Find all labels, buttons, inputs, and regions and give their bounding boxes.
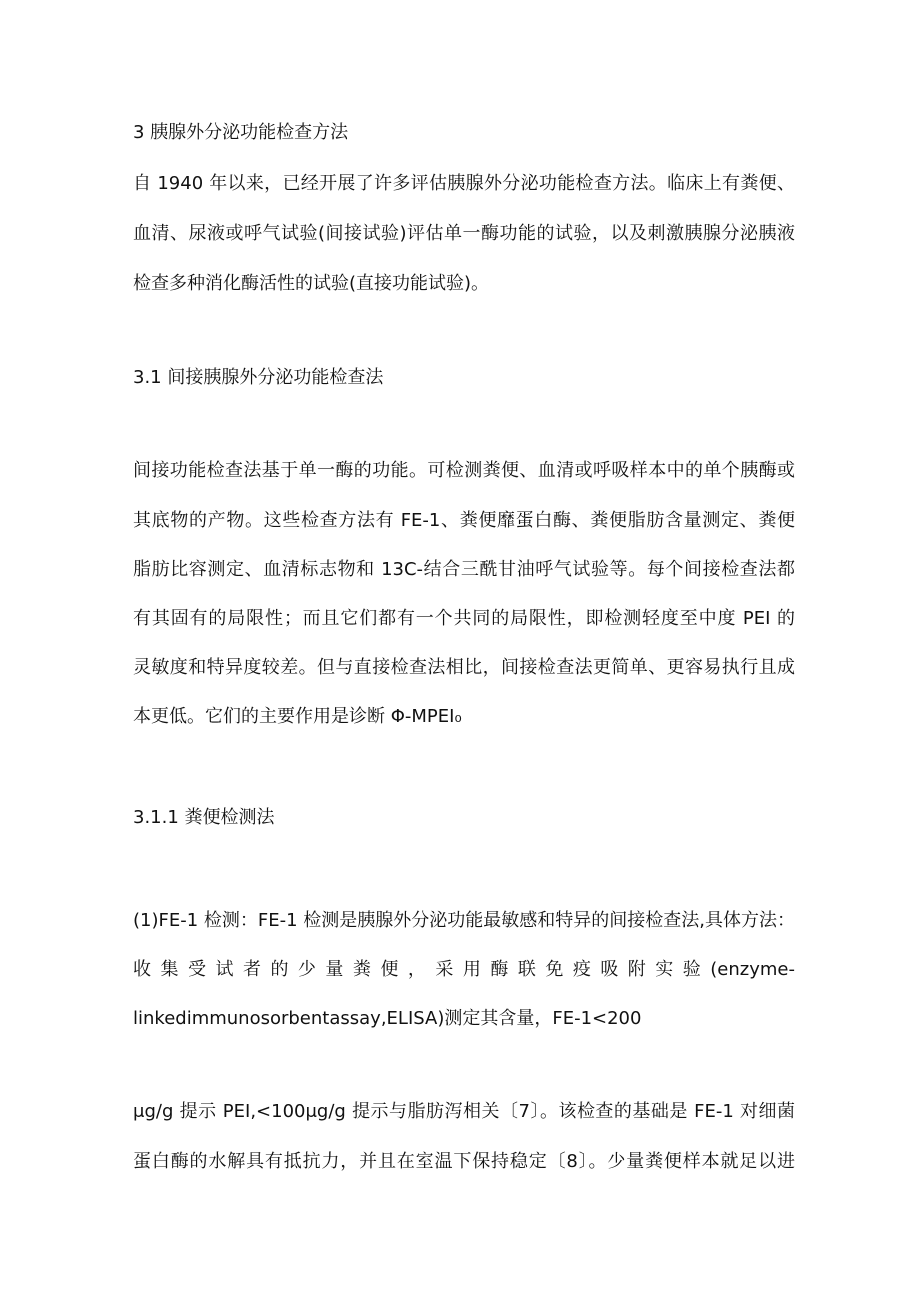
section-3-1-1-p2-line-1: μg∕g 提示 PEI,<100μg∕g 提示与脂肪泻相关〔7〕。该检查的基础是 FE-1 对细菌 (133, 1101, 795, 1122)
section-3-1-1-p1-line-3: linkedimmunosorbentassay,ELISA)测定其含量，FE-1<200 (133, 1008, 642, 1029)
section-3-1-line-3: 脂肪比容测定、血清标志物和 13C-结合三酰甘油呼气试验等。每个间接检查法都 (133, 559, 795, 580)
section-3-1-line-6: 本更低。它们的主要作用是诊断 Φ-MPEI₀ (133, 706, 462, 727)
section-3-1-line-1: 间接功能检查法基于单一酶的功能。可检测粪便、血清或呼吸样本中的单个胰酶或 (133, 460, 795, 481)
section-3-1-heading: 3.1 间接胰腺外分泌功能检查法 (133, 367, 384, 388)
section-3-1-line-2: 其底物的产物。这些检查方法有 FE-1、粪便靡蛋白酶、粪便脂肪含量测定、粪便 (133, 510, 795, 531)
section-3-line-3: 检查多种消化酶活性的试验(直接功能试验)。 (133, 273, 490, 294)
section-3-1-1-p1-line-2: 收集受试者的少量粪便，采用酶联免疫吸附实验(enzyme- (133, 959, 795, 980)
section-3-heading: 3 胰腺外分泌功能检查方法 (133, 122, 349, 143)
section-3-1-1-p1-line-1: (1)FE-1 检测：FE-1 检测是胰腺外分泌功能最敏感和特异的间接检查法,具体方法： (133, 910, 795, 931)
section-3-1-line-5: 灵敏度和特异度较差。但与直接检查法相比，间接检查法更简单、更容易执行且成 (133, 657, 795, 678)
section-3-1-line-4: 有其固有的局限性；而且它们都有一个共同的局限性，即检测轻度至中度 PEI 的 (133, 608, 795, 629)
section-3-line-2: 血清、尿液或呼气试验(间接试验)评估单一酶功能的试验，以及刺激胰腺分泌胰液 (133, 223, 795, 244)
section-3-1-1-p2-line-2: 蛋白酶的水解具有抵抗力，并且在室温下保持稳定〔8〕。少量粪便样本就足以进 (133, 1151, 795, 1172)
section-3-line-1: 自 1940 年以来，已经开展了许多评估胰腺外分泌功能检查方法。临床上有粪便、 (133, 173, 795, 194)
section-3-1-1-heading: 3.1.1 粪便检测法 (133, 807, 275, 828)
